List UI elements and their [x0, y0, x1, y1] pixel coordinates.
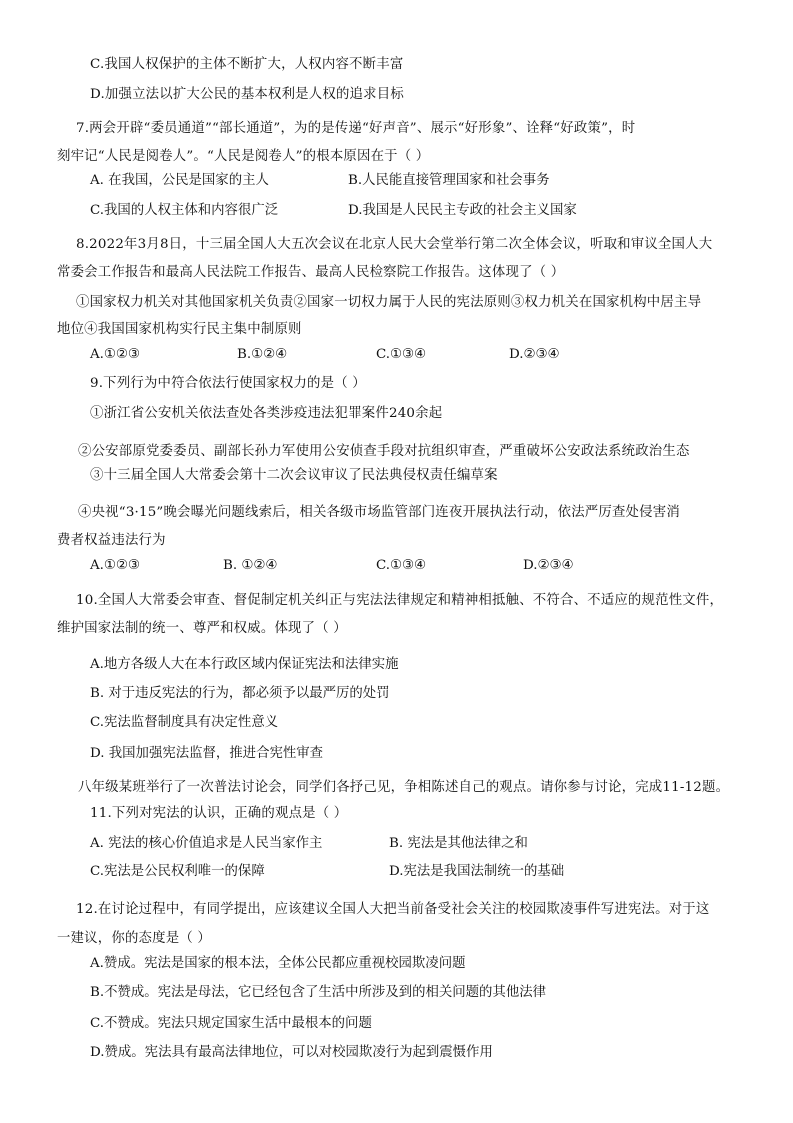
q9-statement-2: ②公安部原党委委员、副部长孙力军使用公安侦查手段对抗组织审查，严重破坏公安政法系统政治生态: [78, 444, 690, 459]
q9-statement-4-line2: 费者权益违法行为: [57, 533, 166, 548]
q9-option-b: B. ①②④: [223, 558, 278, 573]
q10-stem-line1: 10.全国人大常委会审查、督促制定机关纠正与宪法法律规定和精神相抵触、不符合、不适应的规范性文件，: [76, 593, 724, 608]
q11-option-a: A. 宪法的核心价值追求是人民当家作主: [90, 836, 323, 851]
q9-option-a: A.①②③: [90, 558, 140, 573]
q7-option-d: D.我国是人民民主专政的社会主义国家: [348, 203, 577, 218]
q12-stem-line2: 一建议，你的态度是（ ）: [57, 931, 211, 946]
q11-stem: 11.下列对宪法的认识，正确的观点是（ ）: [90, 806, 348, 821]
q7-stem-line1: 7.两会开辟“委员通道”“部长通道”，为的是传递“好声音”、展示“好形象”、诠释“好政策”，时: [76, 121, 636, 136]
q9-option-c: C.①③④: [376, 558, 427, 573]
q12-option-b: B.不赞成。宪法是母法，它已经包含了生活中所涉及到的相关问题的其他法律: [90, 985, 546, 1000]
q8-stem-line2: 常委会工作报告和最高人民法院工作报告、最高人民检察院工作报告。这体现了（ ）: [57, 265, 565, 280]
q11-12-intro: 八年级某班举行了一次普法讨论会，同学们各抒己见，争相陈述自己的观点。请你参与讨论，完成11-12题。: [78, 780, 730, 795]
q9-statement-3: ③十三届全国人大常委会第十二次会议审议了民法典侵权责任编草案: [90, 468, 498, 483]
q7-option-c: C.我国的人权主体和内容很广泛: [90, 203, 279, 218]
q12-option-d: D.赞成。宪法具有最高法律地位，可以对校园欺凌行为起到震慑作用: [90, 1045, 493, 1060]
q7-option-a: A. 在我国，公民是国家的主人: [90, 173, 269, 188]
q10-option-b: B. 对于违反宪法的行为，都必须予以最严厉的处罚: [90, 686, 390, 701]
q8-statements-line1: ①国家权力机关对其他国家机关负责②国家一切权力属于人民的宪法原则③权力机关在国家机构中居主导: [76, 295, 702, 310]
q9-stem: 9.下列行为中符合依法行使国家权力的是（ ）: [90, 376, 366, 391]
q10-option-d: D. 我国加强宪法监督，推进合宪性审查: [90, 746, 324, 761]
q12-option-a: A.赞成。宪法是国家的根本法，全体公民都应重视校园欺凌问题: [90, 956, 466, 971]
q8-option-a: A.①②③: [90, 347, 140, 362]
q6-option-c: C.我国人权保护的主体不断扩大，人权内容不断丰富: [90, 57, 404, 72]
q9-option-d: D.②③④: [523, 558, 574, 573]
q12-option-c: C.不赞成。宪法只规定国家生活中最根本的问题: [90, 1016, 372, 1031]
q8-option-b: B.①②④: [237, 347, 288, 362]
q10-option-c: C.宪法监督制度具有决定性意义: [90, 715, 279, 730]
q10-stem-line2: 维护国家法制的统一、尊严和权威。体现了（ ）: [57, 621, 347, 636]
q8-option-d: D.②③④: [509, 347, 560, 362]
q9-statement-4-line1: ④央视“3·15”晚会曝光问题线索后，相关各级市场监管部门连夜开展执法行动，依法严厉查处侵害消: [78, 505, 680, 520]
q8-stem-line1: 8.2022年3月8日，十三届全国人大五次会议在北京人民大会堂举行第二次全体会议，听取和审议全国人大: [76, 237, 713, 252]
q7-option-b: B.人民能直接管理国家和社会事务: [348, 173, 550, 188]
q9-statement-1: ①浙江省公安机关依法查处各类涉疫违法犯罪案件240余起: [90, 406, 443, 421]
q7-stem-line2: 刻牢记“人民是阅卷人”。“人民是阅卷人”的根本原因在于（ ）: [57, 149, 430, 164]
q12-stem-line1: 12.在讨论过程中，有同学提出，应该建议全国人大把当前备受社会关注的校园欺凌事件写进宪法。对于这: [76, 902, 710, 917]
q8-option-c: C.①③④: [376, 347, 427, 362]
q6-option-d: D.加强立法以扩大公民的基本权利是人权的追求目标: [90, 87, 404, 102]
q10-option-a: A.地方各级人大在本行政区域内保证宪法和法律实施: [90, 657, 399, 672]
q11-option-b: B. 宪法是其他法律之和: [389, 836, 528, 851]
q11-option-d: D.宪法是我国法制统一的基础: [389, 864, 565, 879]
q11-option-c: C.宪法是公民权利唯一的保障: [90, 864, 265, 879]
q8-statements-line2: 地位④我国国家机构实行民主集中制原则: [57, 322, 302, 337]
